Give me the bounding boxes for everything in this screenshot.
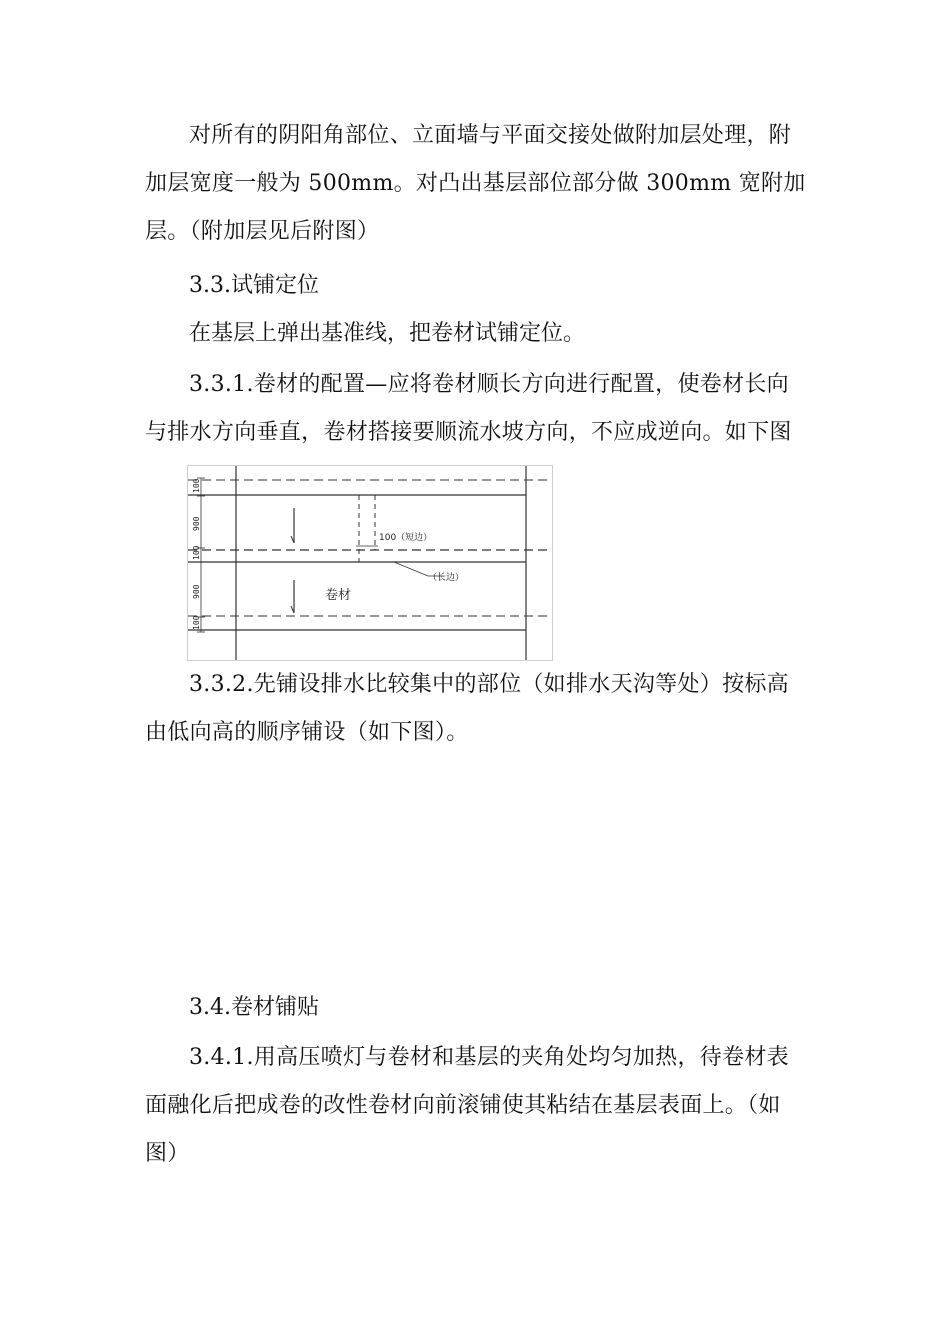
long-edge-label: （长边）	[428, 573, 465, 583]
paragraph-3-3-1: 3.3.1.卷材的配置—应将卷材顺长方向进行配置，使卷材长向与排水方向垂直，卷材搭接要顺流水坡方向，不应成逆向。如下图	[145, 372, 792, 445]
paragraph-baseline: 在基层上弹出基准线，把卷材试铺定位。	[189, 321, 586, 346]
dim-900-upper: 900	[192, 516, 201, 531]
paragraph-3-4-1: 3.4.1.用高压喷灯与卷材和基层的夹角处均匀加热，待卷材表面融化后把成卷的改性卷材向前滚铺使其粘结在基层表面上。（如图）	[145, 1045, 789, 1166]
short-edge-label: 100（短边）	[379, 533, 433, 543]
material-label: 卷材	[325, 588, 352, 603]
dim-100-top: 100	[192, 478, 201, 493]
dim-100-middle: 100	[192, 545, 201, 560]
roll-layout-diagram	[188, 466, 552, 660]
dim-100-bottom: 100	[192, 615, 201, 630]
heading-3-4: 3.4.卷材铺贴	[189, 995, 319, 1020]
heading-3-3: 3.3.试铺定位	[189, 273, 319, 298]
paragraph-3-3-2: 3.3.2.先铺设排水比较集中的部位（如排水天沟等处）按标高由低向高的顺序铺设（如下图）。	[145, 672, 789, 745]
roll-layout-figure	[187, 465, 553, 661]
dim-900-lower: 900	[192, 584, 201, 599]
paragraph-additional-layer: 对所有的阴阳角部位、立面墙与平面交接处做附加层处理，附加层宽度一般为 500mm。对凸出基层部位部分做 300mm 宽附加层。（附加层见后附图）	[145, 123, 806, 244]
